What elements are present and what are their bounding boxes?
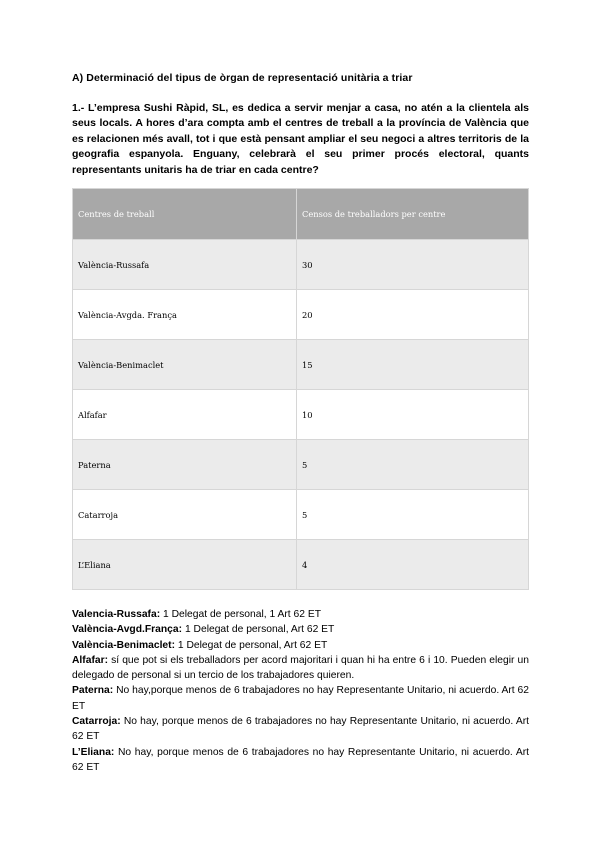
- answers-list: [72, 607, 529, 775]
- census-cell: 5: [297, 490, 529, 540]
- table-row: [73, 490, 529, 540]
- answer-item: [72, 607, 529, 622]
- census-cell: 15: [297, 340, 529, 390]
- centre-cell: València-Benimaclet: [73, 340, 297, 390]
- answer-label: València-Avgd.França:: [72, 624, 183, 636]
- question-paragraph: 1.- L’empresa Sushi Ràpid, SL, es dedica a servir menjar a casa, no atén a la clientela als seus locals. A hores d’ara compta amb el centres de treball a la província de València que es relacionen més avall, tot i que està pensant ampliar el seu negoci a altres territoris de la geografia espanyola. Enguany, celebrarà el seu primer procés electoral, quants representants unitaris ha de triar en cada centre?: [72, 102, 529, 176]
- table-row: [73, 390, 529, 440]
- answer-label: Alfafar:: [72, 654, 109, 666]
- answer-item: [72, 683, 529, 714]
- answer-text: No hay, porque menos de 6 trabajadores no hay Representante Unitario, ni acuerdo. Art 62 ET: [72, 716, 529, 743]
- table-row: [73, 540, 529, 590]
- census-cell: 30: [297, 240, 529, 290]
- census-cell: 4: [297, 540, 529, 590]
- table-row: [73, 340, 529, 390]
- answer-label: Valencia-Russafa:: [72, 609, 161, 620]
- answer-item: [72, 714, 529, 745]
- header-centres: Centres de treball: [73, 189, 297, 240]
- section-heading: A) Determinació del tipus de òrgan de representació unitària a triar: [72, 72, 413, 84]
- answer-item: [72, 653, 529, 684]
- centre-cell: València-Avgda. França: [73, 290, 297, 340]
- answer-label: L’Eliana:: [72, 746, 115, 758]
- answer-text: 1 Delegat de personal, 1 Art 62 ET: [160, 609, 321, 620]
- centre-cell: València-Russafa: [73, 240, 297, 290]
- work-centres-table: [72, 188, 529, 590]
- header-census: Censos de treballadors per centre: [297, 189, 529, 240]
- census-cell: 5: [297, 440, 529, 490]
- answer-label: Catarroja:: [72, 716, 121, 728]
- answer-text: No hay, porque menos de 6 trabajadores no hay Representante Unitario, ni acuerdo. Art 62 ET: [72, 746, 529, 773]
- answer-text: sí que pot si els treballadors per acord majoritari i quan hi ha entre 6 i 10. Pueden elegir un delegado de personal si un tercio de los trabajadores quieren.: [72, 654, 529, 682]
- answer-text: 1 Delegat de personal, Art 62 ET: [175, 639, 328, 651]
- answer-item: [72, 622, 529, 637]
- answer-text: 1 Delegat de personal, Art 62 ET: [182, 624, 335, 636]
- table-row: [73, 440, 529, 490]
- answer-item: [72, 745, 529, 776]
- census-cell: 10: [297, 390, 529, 440]
- table-row: [73, 240, 529, 290]
- centre-cell: Alfafar: [73, 390, 297, 440]
- answer-text: No hay,porque menos de 6 trabajadores no hay Representante Unitario, ni acuerdo. Art 62 ET: [72, 685, 529, 712]
- census-cell: 20: [297, 290, 529, 340]
- answer-item: [72, 638, 529, 653]
- centre-cell: L’Eliana: [73, 540, 297, 590]
- centre-cell: Catarroja: [73, 490, 297, 540]
- answer-label: València-Benimaclet:: [72, 639, 176, 651]
- centre-cell: Paterna: [73, 440, 297, 490]
- table-header-row: [73, 189, 529, 240]
- answer-label: Paterna:: [72, 685, 114, 697]
- table-row: [73, 290, 529, 340]
